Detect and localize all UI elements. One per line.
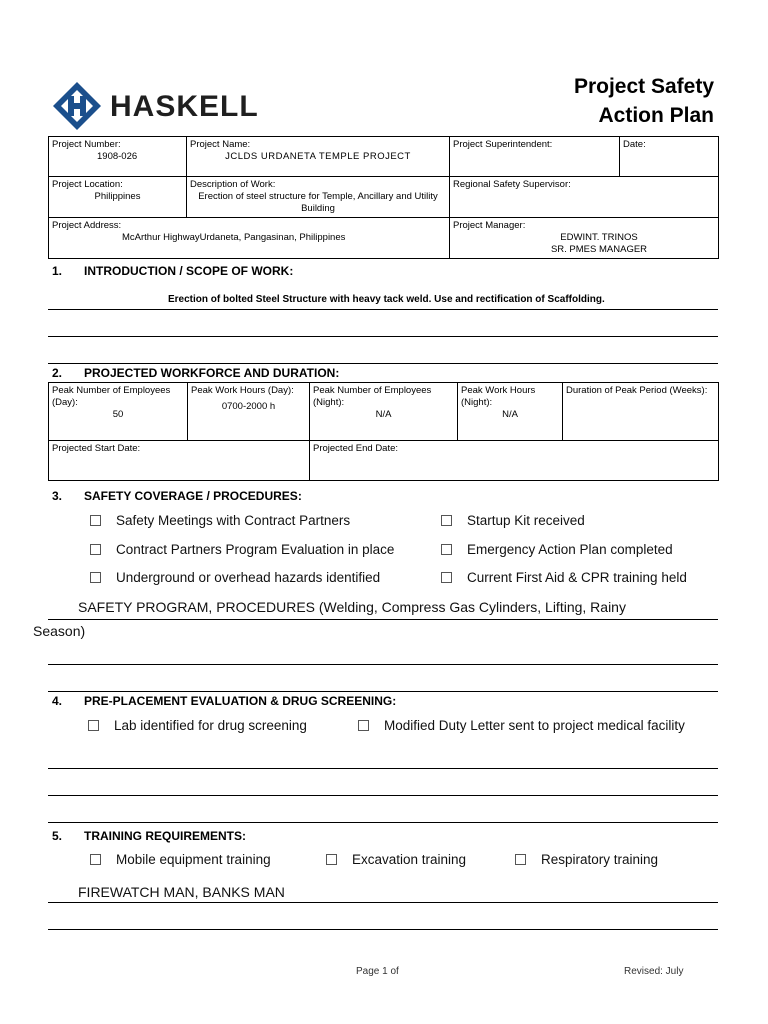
checkbox-icon[interactable] — [88, 720, 99, 731]
manager-title: SR. PMES MANAGER — [550, 244, 648, 255]
peak-night-cell: Peak Number of Employees (Night): N/A — [310, 383, 458, 441]
project-number-value: 1908-026 — [97, 151, 138, 162]
drug-line-3 — [48, 822, 718, 823]
superintendent-cell: Project Superintendent: — [450, 137, 620, 177]
checkbox-first-aid-training[interactable]: Current First Aid & CPR training held — [441, 570, 687, 585]
checkbox-emergency-plan[interactable]: Emergency Action Plan completed — [441, 542, 673, 557]
training-line-2 — [48, 929, 718, 930]
project-name-value: JCLDS URDANETA TEMPLE PROJECT — [225, 151, 411, 162]
safety-line-3 — [48, 691, 718, 692]
checkbox-icon[interactable] — [515, 854, 526, 865]
project-info-table — [48, 136, 719, 259]
safety-line-2 — [48, 664, 718, 665]
training-note: FIREWATCH MAN, BANKS MAN — [78, 884, 285, 900]
peak-night-value: N/A — [375, 409, 392, 420]
project-number-cell: Project Number: 1908-026 — [49, 137, 187, 177]
hours-day-value: 0700-2000 h — [221, 401, 276, 412]
checkbox-icon[interactable] — [90, 544, 101, 555]
footer-page: Page 1 of — [356, 966, 399, 977]
safety-program-note-line-2: Season) — [33, 623, 86, 639]
start-date-cell: Projected Start Date: — [49, 441, 310, 481]
manager-cell: Project Manager: EDWINT. TRINOS SR. PMES MANAGER — [450, 218, 719, 259]
date-cell: Date: — [620, 137, 719, 177]
checkbox-program-evaluation[interactable]: Contract Partners Program Evaluation in place — [90, 542, 394, 557]
checkbox-respiratory[interactable]: Respiratory training — [515, 852, 658, 867]
checkbox-icon[interactable] — [358, 720, 369, 731]
checkbox-safety-meetings[interactable]: Safety Meetings with Contract Partners — [90, 513, 350, 528]
drug-line-2 — [48, 795, 718, 796]
company-name: HASKELL — [110, 90, 259, 123]
training-line-1 — [48, 902, 718, 903]
checkbox-icon[interactable] — [441, 544, 452, 555]
checkbox-icon[interactable] — [90, 515, 101, 526]
checkbox-mobile-equipment[interactable]: Mobile equipment training — [90, 852, 271, 867]
hours-night-cell: Peak Work Hours (Night): N/A — [458, 383, 563, 441]
checkbox-icon[interactable] — [441, 515, 452, 526]
peak-day-value: 50 — [112, 409, 124, 420]
location-value: Philippines — [94, 191, 141, 202]
duration-cell: Duration of Peak Period (Weeks): — [563, 383, 719, 441]
haskell-logo — [52, 84, 262, 128]
checkbox-startup-kit[interactable]: Startup Kit received — [441, 513, 585, 528]
workforce-table — [48, 382, 719, 481]
drug-line-1 — [48, 768, 718, 769]
scope-line-1 — [48, 309, 718, 310]
checkbox-excavation[interactable]: Excavation training — [326, 852, 466, 867]
checkbox-modified-duty-letter[interactable]: Modified Duty Letter sent to project medical facility — [358, 718, 685, 733]
checkbox-hazards-identified[interactable]: Underground or overhead hazards identified — [90, 570, 380, 585]
end-date-cell: Projected End Date: — [310, 441, 719, 481]
checkbox-drug-screening-lab[interactable]: Lab identified for drug screening — [88, 718, 307, 733]
safety-line-1 — [48, 619, 718, 620]
safety-program-note-line-1: SAFETY PROGRAM, PROCEDURES (Welding, Compress Gas Cylinders, Lifting, Rainy — [78, 599, 626, 615]
checkbox-icon[interactable] — [441, 572, 452, 583]
scope-line-3 — [48, 363, 718, 364]
regional-supervisor-cell: Regional Safety Supervisor: — [450, 177, 719, 218]
address-value: McArthur HighwayUrdaneta, Pangasinan, Philippines — [122, 232, 346, 243]
title-line-1: Project Safety — [573, 75, 714, 98]
document-title — [574, 72, 714, 130]
hours-day-cell: Peak Work Hours (Day): 0700-2000 h — [188, 383, 310, 441]
location-cell: Project Location: Philippines — [49, 177, 187, 218]
manager-name: EDWINT. TRINOS — [560, 232, 638, 243]
project-name-cell: Project Name: JCLDS URDANETA TEMPLE PROJECT — [187, 137, 450, 177]
scope-line-2 — [48, 336, 718, 337]
title-line-2: Action Plan — [598, 104, 714, 127]
scope-of-work-text: Erection of bolted Steel Structure with heavy tack weld. Use and rectification of Scaffolding. — [168, 294, 605, 305]
peak-day-cell: Peak Number of Employees (Day): 50 — [49, 383, 188, 441]
haskell-diamond-icon — [52, 81, 102, 131]
checkbox-icon[interactable] — [90, 854, 101, 865]
description-cell: Description of Work: Erection of steel structure for Temple, Ancillary and Utility Building — [187, 177, 450, 218]
description-value: Erection of steel structure for Temple, Ancillary and Utility Building — [198, 191, 438, 214]
checkbox-icon[interactable] — [326, 854, 337, 865]
hours-night-value: N/A — [502, 409, 518, 420]
checkbox-icon[interactable] — [90, 572, 101, 583]
footer-revised: Revised: July — [624, 966, 684, 977]
address-cell: Project Address: McArthur HighwayUrdaneta, Pangasinan, Philippines — [49, 218, 450, 259]
